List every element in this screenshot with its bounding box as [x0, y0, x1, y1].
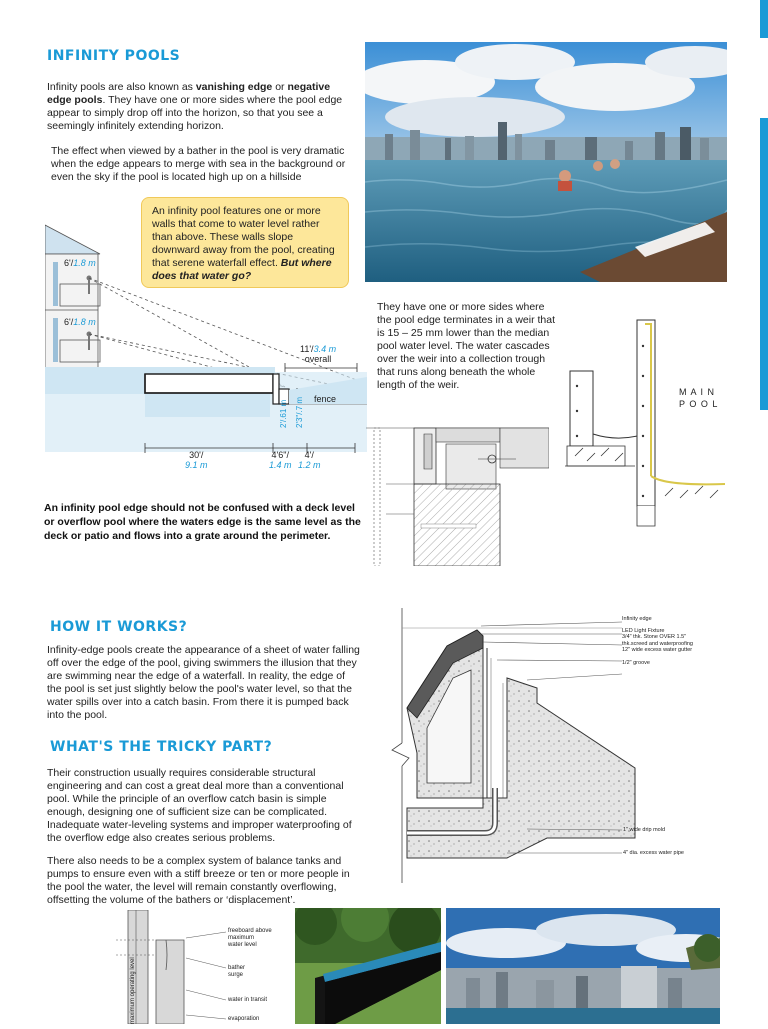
floor-height-lower: 6'/1.8 m: [64, 317, 96, 327]
edge-label-list: [622, 616, 717, 666]
operating-level-label: maximum operating level: [130, 957, 136, 1024]
fence-label: fence: [314, 394, 337, 404]
edge-label-pipe: 4" dia. excess water pipe: [623, 850, 684, 856]
edge-label-led: LED Light Fixture: [622, 627, 665, 634]
width-label-edge: 4'/ 1.2 m: [298, 450, 321, 470]
floor-height-upper: 6'/1.8 m: [64, 258, 96, 268]
depth-label-2: 2'3"/.7 m: [295, 396, 304, 428]
balance-tank-diagram: [56, 910, 291, 1024]
weir-detail-drawing: [366, 414, 549, 566]
width-label-pool: 30'/ 9.1 m: [185, 450, 208, 470]
tricky-paragraph-2: There also needs to be a complex system of balance tanks and pumps to ensure even with a stiff breeze or ten or more people in the pool the water, the level will remain constantly overflowing, offsetting the volume of the bathers or ‘displacement’.: [47, 855, 350, 906]
weir-paragraph: They have one or more sides where the pool edge terminates in a weir that is 15 – 25 mm lower than the median pool water level. The water cascades over the weir into a collection trough that runs along beneath the whole length of the weir.: [377, 301, 556, 391]
width-label-trough: 4'6"/ 1.4 m: [269, 450, 292, 470]
overall-dimension-label: 11'/3.4 m overall: [300, 344, 337, 364]
tricky-paragraph-1: Their construction usually requires considerable structural engineering and can cost a great deal more than a conventional pool. While the principle of an overflow catch basin is simple enough, designing one of sufficient size can be complicated. Inadequate water-leveling systems and improper waterproofing of the overflow edge also creates serious problems.: [47, 767, 352, 844]
water-transit-label: water in transit: [228, 997, 268, 1003]
skyline-photo: [446, 908, 720, 1024]
depth-label-1: 2'/.61 m: [279, 399, 288, 428]
edge-label-screed: thk.screed and waterproofing: [622, 640, 693, 647]
heading-infinity-pools: INFINITY POOLS: [47, 48, 181, 64]
main-pool-wall-drawing: [565, 316, 725, 531]
infinity-edge-detail-drawing: [387, 608, 717, 888]
heading-tricky-part: WHAT'S THE TRICKY PART?: [50, 739, 273, 755]
how-it-works-paragraph: Infinity-edge pools create the appearance of a sheet of water falling off over the edge of the pool, giving swimmers the illusion that they are swimming near the edge of a waterfall. In reality, the edge of the pool is set just slightly below the pool's water level, so that the water spills over into a catch basin. From there it is pumped back into the pool.: [47, 644, 360, 721]
freeboard-label: freeboard above maximum water level: [228, 928, 272, 948]
dark-edge-pool-photo: [295, 908, 441, 1024]
callout-question: But where does that water go?: [152, 257, 332, 282]
edge-label-gutter: 12" wide excess water gutter: [622, 647, 693, 653]
edge-label-groove: 1/2" groove: [622, 659, 650, 666]
bather-surge-label: bather surge: [228, 965, 246, 978]
main-pool-label: M A I N P O O L: [679, 387, 719, 409]
edge-label-stone: 3/4" thk. Stone OVER 1.5": [622, 634, 687, 640]
edge-label-drip: 1" wide drip mold: [623, 827, 665, 833]
accent-bar-top: [760, 0, 768, 38]
effect-paragraph: The effect when viewed by a bather in the pool is very dramatic when the edge appears to merge with sea in the background or even the sky if the pool is located high up on a hillside: [51, 145, 346, 183]
edge-label-infinity: Infinity edge: [622, 616, 652, 622]
intro-paragraph: Infinity pools are also known as vanishing edge or negative edge pools. They have one or more sides where the pool edge appear to simply drop off into the horizon, so that you see a seemingly infinitely extending horizon.: [47, 81, 343, 132]
heading-how-it-works: HOW IT WORKS?: [50, 619, 188, 635]
pool-section-diagram: [45, 222, 367, 472]
rooftop-pool-photo: [365, 42, 727, 282]
evaporation-label: evaporation: [228, 1016, 260, 1022]
deck-level-note: An infinity pool edge should not be confused with a deck level or overflow pool where the waters edge is the same level as the deck or patio and flows into a grate around the perimeter.: [44, 502, 361, 542]
accent-bar-mid: [760, 118, 768, 410]
callout-box: An infinity pool features one or more walls that come to water level rather than above. These walls slope downward away from the pool, creating that serene waterfall effect. But where does that water go?: [141, 197, 349, 288]
